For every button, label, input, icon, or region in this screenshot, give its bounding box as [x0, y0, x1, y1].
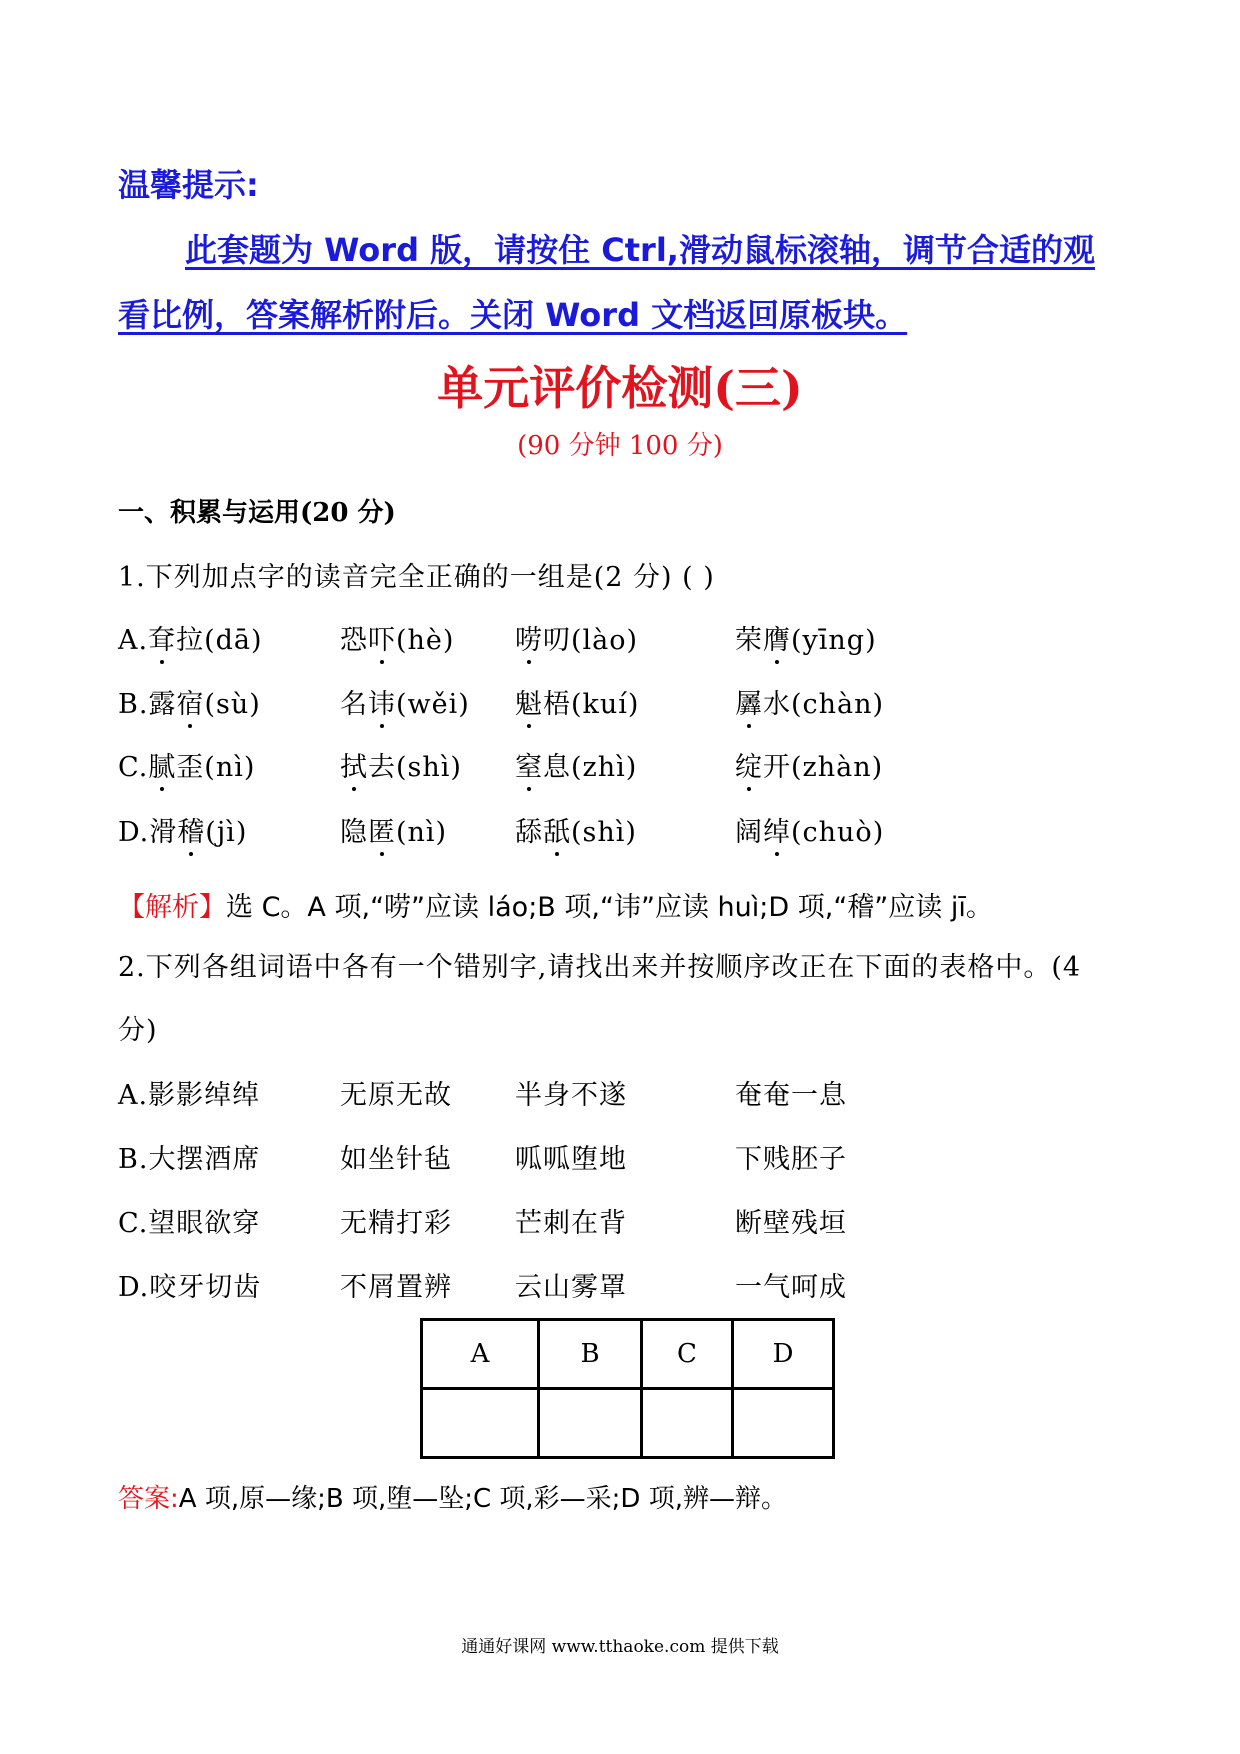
- answer-text: A 项,原—缘;B 项,堕—坠;C 项,彩—采;D 项,辨—辩。: [178, 1484, 787, 1514]
- q1-option-a-2: [340, 618, 454, 657]
- q2-option-b-3: [515, 1137, 627, 1176]
- dotted-character: 宿: [176, 682, 204, 721]
- q2-option-a-1: [118, 1073, 260, 1112]
- q1-option-d-4: [735, 810, 884, 849]
- option-label: C.: [118, 1208, 149, 1239]
- option-label: C.: [118, 752, 149, 783]
- option-phrase: 影影绰绰: [148, 1080, 261, 1111]
- table-cell-b[interactable]: [539, 1389, 642, 1458]
- option-phrase: 呱呱堕地: [515, 1144, 627, 1175]
- option-phrase: 大摆酒席: [148, 1144, 261, 1175]
- option-phrase: 不屑置辨: [340, 1272, 452, 1303]
- option-label: B.: [118, 1144, 149, 1175]
- option-phrase: 望眼欲穿: [148, 1208, 261, 1239]
- option-text-pre: 舔: [515, 817, 543, 848]
- q1-option-c-1: [118, 745, 255, 784]
- option-text-post: 梧(kuí): [543, 689, 640, 720]
- option-label: D.: [118, 817, 150, 848]
- q1-option-d-1: [118, 810, 247, 849]
- table-cell-c[interactable]: [642, 1389, 733, 1458]
- table-header-a: A: [422, 1320, 539, 1389]
- q2-option-d-3: [515, 1265, 627, 1304]
- q1-option-c-3: [515, 745, 637, 784]
- q1-option-c-2: [340, 745, 462, 784]
- question-2-answer: [118, 1478, 787, 1515]
- option-text-post: 水(chàn): [763, 689, 885, 720]
- dotted-character: 羼: [735, 682, 763, 721]
- table-cell-d[interactable]: [733, 1389, 834, 1458]
- table-cell-a[interactable]: [422, 1389, 539, 1458]
- q1-option-a-4: [735, 618, 877, 657]
- option-text-post: (hè): [396, 625, 455, 656]
- table-header-c: C: [642, 1320, 733, 1389]
- table-header-d: D: [733, 1320, 834, 1389]
- option-phrase: 一气呵成: [735, 1272, 847, 1303]
- option-label: A.: [118, 1080, 149, 1111]
- option-text-post: (chuò): [791, 817, 885, 848]
- q1-option-b-4: [735, 682, 884, 721]
- answer-table: [420, 1318, 835, 1459]
- option-text-post: 息(zhì): [543, 752, 638, 783]
- option-text-post: (shì): [571, 817, 637, 848]
- option-text-post: 开(zhàn): [763, 752, 884, 783]
- dotted-character: 唠: [515, 618, 543, 657]
- hint-line-1: 此套题为 Word 版，请按住 Ctrl,滑动鼠标滚轴，调节合适的观: [185, 231, 1095, 269]
- footer-text: 通通好课网 www.tthaoke.com 提供下载: [461, 1637, 779, 1657]
- option-text-post: (wěi): [396, 689, 470, 720]
- option-text-post: 歪(nì): [176, 752, 256, 783]
- hint-line-2: 看比例，答案解析附后。关闭 Word 文档返回原板块。: [118, 296, 908, 334]
- dotted-character: 绰: [763, 810, 791, 849]
- dotted-character: 稽: [177, 810, 205, 849]
- dotted-character: 拭: [340, 745, 368, 784]
- q2-option-d-1: [118, 1265, 261, 1304]
- option-label: D.: [118, 1272, 150, 1303]
- q1-option-d-3: [515, 810, 637, 849]
- option-text-pre: 滑: [149, 817, 178, 848]
- dotted-character: 膺: [763, 618, 791, 657]
- q2-option-a-4: [735, 1073, 847, 1112]
- q2-option-c-4: [735, 1201, 847, 1240]
- option-text-pre: 阔: [735, 817, 763, 848]
- option-text-post: (sù): [204, 689, 261, 720]
- q1-option-c-4: [735, 745, 883, 784]
- q2-option-c-1: [118, 1201, 260, 1240]
- dotted-character: 窒: [515, 745, 543, 784]
- q1-option-b-2: [340, 682, 470, 721]
- q2-option-b-1: [118, 1137, 260, 1176]
- q2-option-a-2: [340, 1073, 452, 1112]
- q2-option-c-2: [340, 1201, 452, 1240]
- option-text-pre: 隐: [340, 817, 368, 848]
- q2-option-d-2: [340, 1265, 452, 1304]
- option-phrase: 奄奄一息: [735, 1080, 847, 1111]
- question-1-stem: 1.下列加点字的读音完全正确的一组是(2 分) ( ): [118, 562, 715, 593]
- option-label: B.: [118, 689, 149, 720]
- q1-option-d-2: [340, 810, 447, 849]
- option-text-pre: 恐: [340, 625, 368, 656]
- option-phrase: 半身不遂: [515, 1080, 627, 1111]
- section-heading: 一、积累与运用(20 分): [118, 498, 396, 528]
- document-subtitle: (90 分钟 100 分): [517, 431, 723, 461]
- dotted-character: 讳: [368, 682, 396, 721]
- dotted-character: 耷: [148, 618, 176, 657]
- option-text-post: (jì): [205, 817, 248, 848]
- dotted-character: 腻: [148, 745, 176, 784]
- answer-table-blank-row: [422, 1389, 834, 1458]
- q2-option-b-2: [340, 1137, 452, 1176]
- question-2-stem-line-2: 分): [118, 1015, 158, 1046]
- dotted-character: 吓: [368, 618, 396, 657]
- option-label: A.: [118, 625, 149, 656]
- answer-table-header-row: [422, 1320, 834, 1389]
- dotted-character: 舐: [543, 810, 571, 849]
- q2-option-c-3: [515, 1201, 627, 1240]
- table-header-b: B: [539, 1320, 642, 1389]
- question-1-analysis: [118, 885, 993, 924]
- option-text-pre: 露: [148, 689, 177, 720]
- option-phrase: 云山雾罩: [515, 1272, 627, 1303]
- q1-option-b-1: [118, 682, 261, 721]
- option-phrase: 无原无故: [340, 1080, 452, 1111]
- option-phrase: 无精打彩: [340, 1208, 452, 1239]
- q1-option-b-3: [515, 682, 639, 721]
- q2-option-d-4: [735, 1265, 847, 1304]
- option-text-pre: 名: [340, 689, 368, 720]
- option-phrase: 咬牙切齿: [149, 1272, 262, 1303]
- q1-option-a-1: [118, 618, 263, 657]
- answer-label: 答案:: [118, 1484, 179, 1514]
- question-2-stem-line-1: 2.下列各组词语中各有一个错别字,请找出来并按顺序改正在下面的表格中。(4: [118, 952, 1082, 983]
- option-text-post: (nì): [396, 817, 448, 848]
- option-text-post: 叨(lào): [543, 625, 639, 656]
- analysis-text: 选 C。A 项,“唠”应读 láo;B 项,“讳”应读 huì;D 项,“稽”应读 jī。: [226, 892, 993, 923]
- option-text-post: 拉(dā): [176, 625, 263, 656]
- option-phrase: 下贱胚子: [735, 1144, 847, 1175]
- dotted-character: 匿: [368, 810, 396, 849]
- analysis-label: 【解析】: [118, 892, 226, 923]
- option-text-pre: 荣: [735, 625, 763, 656]
- q2-option-b-4: [735, 1137, 847, 1176]
- q2-option-a-3: [515, 1073, 627, 1112]
- option-phrase: 断壁残垣: [735, 1208, 847, 1239]
- hint-title: 温馨提示:: [118, 166, 259, 204]
- q1-option-a-3: [515, 618, 638, 657]
- option-text-post: 去(shì): [368, 752, 462, 783]
- option-phrase: 芒刺在背: [515, 1208, 627, 1239]
- option-phrase: 如坐针毡: [340, 1144, 452, 1175]
- document-title: 单元评价检测(三): [437, 361, 803, 415]
- option-text-post: (yīng): [791, 625, 877, 656]
- dotted-character: 魁: [515, 682, 543, 721]
- dotted-character: 绽: [735, 745, 763, 784]
